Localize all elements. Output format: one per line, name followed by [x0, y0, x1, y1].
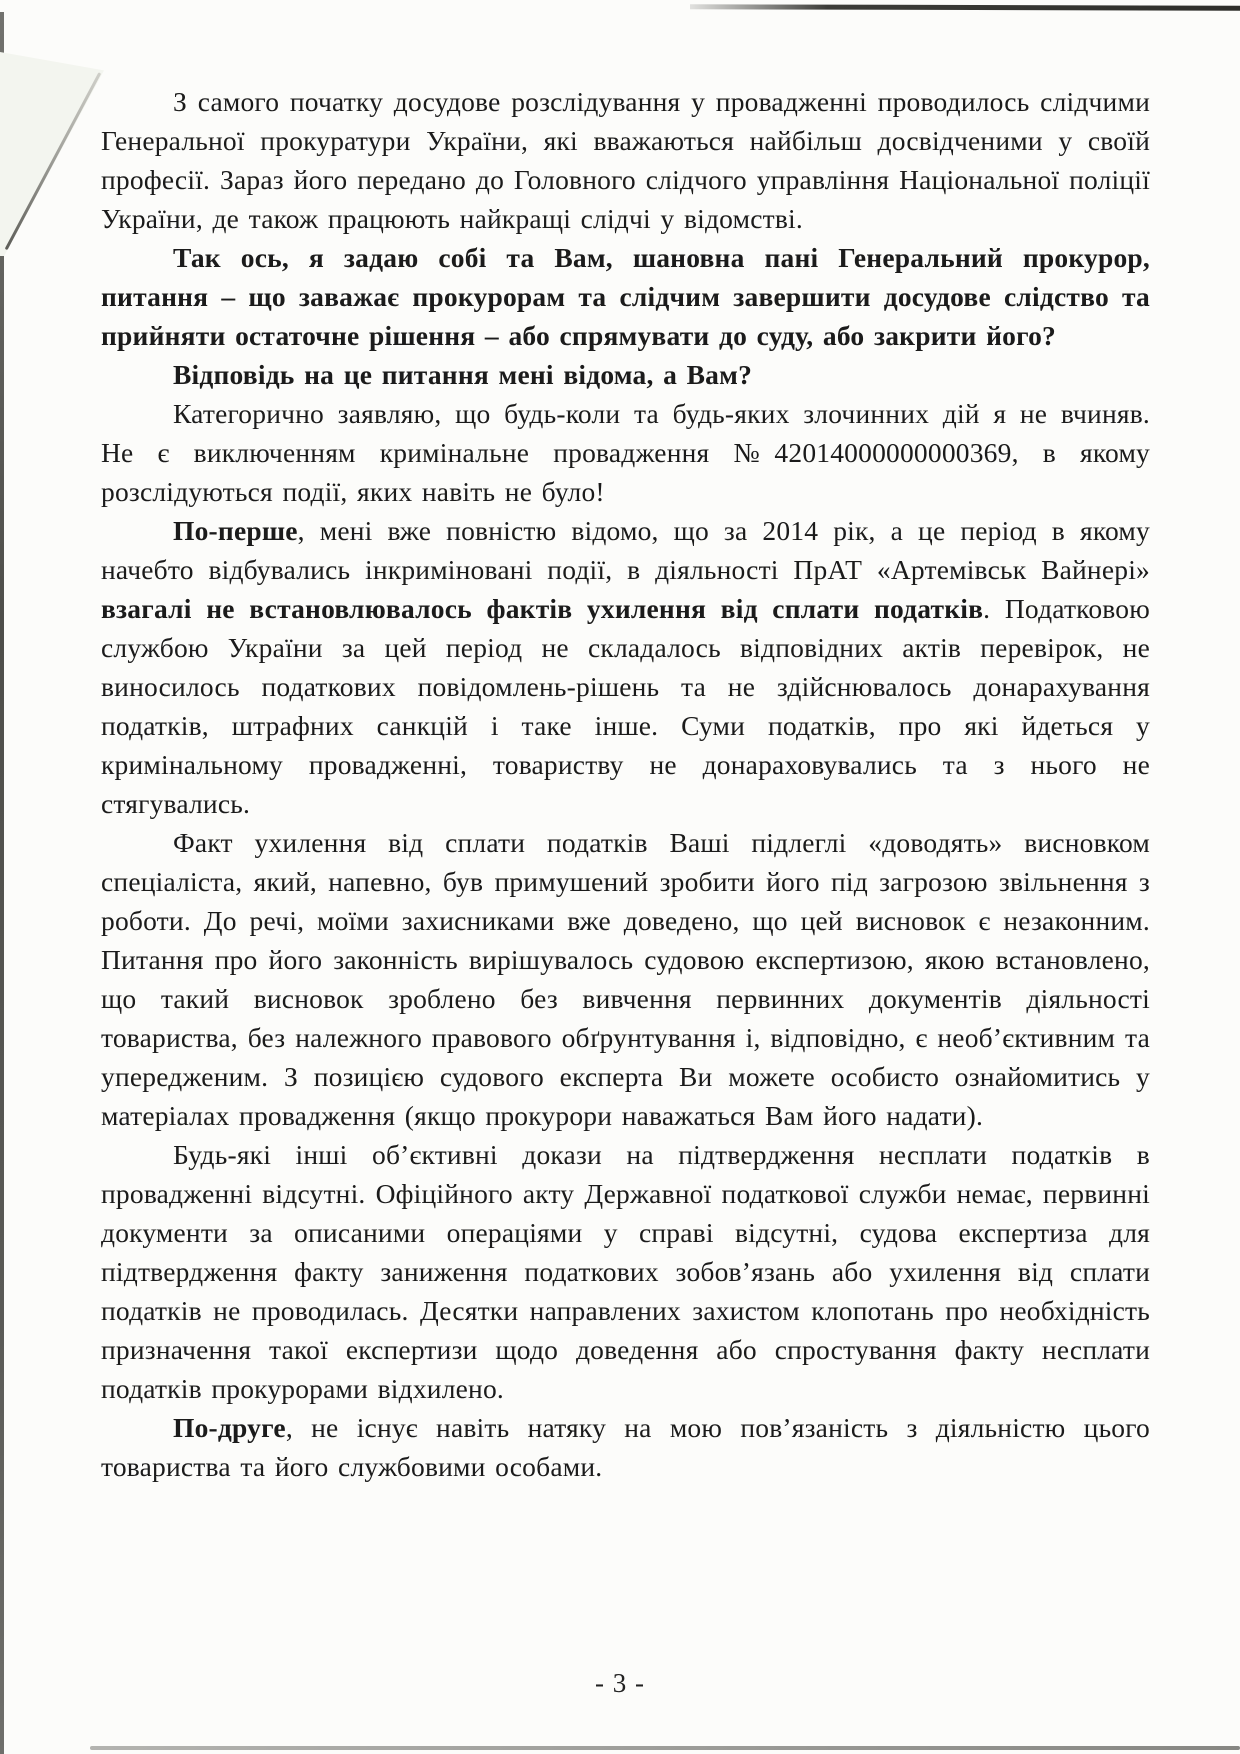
scan-edge-bottom-line	[90, 1746, 1240, 1750]
paragraph-text: Факт ухилення від сплати податків Ваші підлеглі «доводять» висновком спеціаліста, який, напевно, був примушений зробити його під загрозою звільнення з роботи. До речі, моїми захисниками вже доведено, що цей висновок є незаконним. Питання про його законність вирішувалось судовою експертизою, якою встановлено, що такий висновок зроблено без вивчення первинних документів діяльності товариства, без належного правового обґрунтування і, відповідно, є необ’єктивним та упередженим. З позицією судового експерта Ви можете особисто ознайомитись у матеріалах провадження (якщо прокурори наважаться Вам його надати).	[101, 827, 1150, 1131]
paragraph-second-point	[101, 1408, 1150, 1486]
paragraph-denial-of-crimes	[101, 394, 1150, 511]
letter-body	[101, 82, 1150, 1486]
paragraph-text: , мені вже повністю відомо, що за 2014 рік, а це період в якому начебто відбувались інкриміновані події, в діяльності ПрАТ «Артемівськ Вайнері»	[101, 515, 1150, 585]
paragraph-first-point	[101, 511, 1150, 823]
paragraph-text-bold: По-друге	[173, 1412, 286, 1443]
paragraph-text-bold: По-перше	[173, 515, 298, 546]
paragraph-text-bold: Так ось, я задаю собі та Вам, шановна пані Генеральний прокурор, питання – що заважає прокурорам та слідчим завершити досудове слідство та прийняти остаточне рішення – або спрямувати до суду, або закрити його?	[101, 242, 1150, 351]
scan-edge-top-line	[690, 4, 1240, 10]
paragraph-no-objective-evidence	[101, 1135, 1150, 1408]
paragraph-answer-known	[101, 355, 1150, 394]
paragraph-question-to-prosecutor	[101, 238, 1150, 355]
page-number: - 3 -	[595, 1668, 645, 1698]
paragraph-text: Категорично заявляю, що будь-коли та будь-яких злочинних дій я не вчиняв. Не є виключенням кримінальне провадження №42014000000000369, в якому розслідуються події, яких навіть не було!	[101, 398, 1150, 507]
paragraph-text-bold: Відповідь на це питання мені відома, а Вам?	[173, 359, 753, 390]
paragraph-expert-conclusion	[101, 823, 1150, 1135]
paragraph-investigators	[101, 82, 1150, 238]
paragraph-text: З самого початку досудове розслідування у провадженні проводилось слідчими Генеральної прокуратури України, які вважаються найбільш досвідченими у своїй професії. Зараз його передано до Головного слідчого управління Національної поліції України, де також працюють найкращі слідчі у відомстві.	[101, 86, 1150, 234]
paragraph-text: . Податковою службою України за цей період не складалось відповідних актів перевірок, не виносилось податкових повідомлень-рішень та не здійснювалось донарахування податків, штрафних санкцій і таке інше. Суми податків, про які йдеться у кримінальному провадженні, товариству не донараховувались та з нього не стягувались.	[101, 593, 1150, 819]
paragraph-text: Будь-які інші об’єктивні докази на підтвердження несплати податків в провадженні відсутні. Офіційного акту Державної податкової служби немає, первинні документи за описаними операціями у справі відсутні, судова експертиза для підтвердження факту заниження податкових зобов’язань або ухилення від сплати податків не проводилась. Десятки направлених захистом клопотань про необхідність призначення такої експертизи щодо доведення або спростування факту несплати податків прокурорами відхилено.	[101, 1139, 1150, 1404]
paragraph-text: , не існує навіть натяку на мою пов’язаність з діяльністю цього товариства та його службовими особами.	[101, 1412, 1150, 1482]
scan-edge-left-line	[0, 12, 4, 1754]
paragraph-text-bold: взагалі не встановлювалось фактів ухилення від сплати податків	[101, 593, 984, 624]
